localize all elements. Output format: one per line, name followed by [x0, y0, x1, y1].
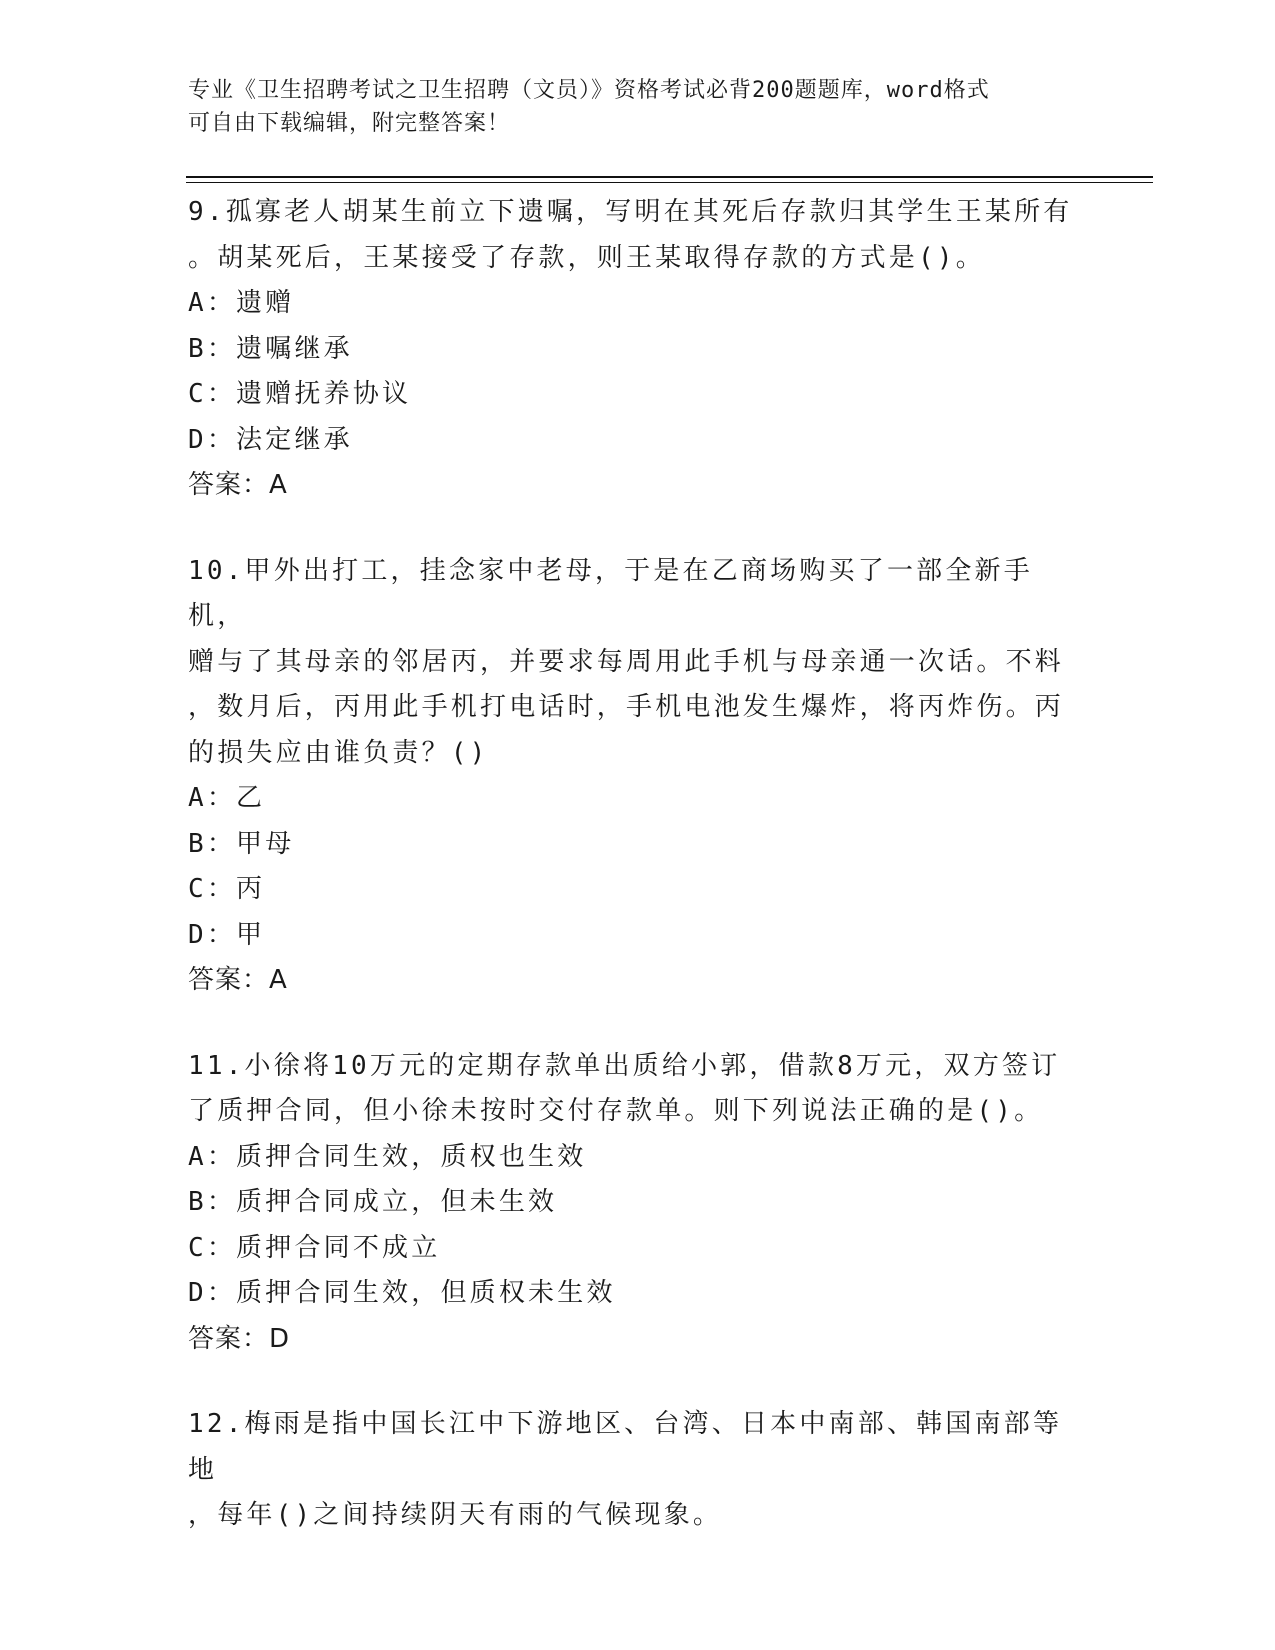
- answer: 答案：A: [188, 965, 288, 995]
- question-text: [188, 190, 1088, 281]
- question-12: [188, 1402, 1088, 1539]
- answer: 答案：D: [188, 1323, 291, 1354]
- option-c: C：丙: [188, 874, 266, 904]
- question-9: [188, 190, 1088, 509]
- header-rule-thick: [186, 176, 1153, 178]
- option-d: D：法定继承: [188, 424, 353, 455]
- question-line: 9.孤寡老人胡某生前立下遗嘱，写明在其死后存款归其学生王某所有: [188, 197, 1073, 227]
- question-line: 赠与了其母亲的邻居丙，并要求每周用此手机与母亲通一次话。不料: [188, 646, 1065, 677]
- document-header: [188, 74, 1068, 140]
- question-line: ，数月后，丙用此手机打电话时，手机电池发生爆炸，将丙炸伤。丙: [188, 692, 1065, 722]
- question-line: ，每年()之间持续阴天有雨的气候现象。: [188, 1500, 723, 1530]
- option-c: C：遗赠抚养协议: [188, 379, 412, 409]
- question-10: [188, 549, 1088, 1004]
- answer: 答案：A: [188, 470, 288, 500]
- header-rule-thin: [186, 182, 1153, 183]
- header-line-1: 专业《卫生招聘考试之卫生招聘（文员）》资格考试必背200题题库，word格式: [188, 78, 990, 103]
- question-text: [188, 1402, 1088, 1539]
- question-line: 的损失应由谁负责？(): [188, 737, 489, 768]
- question-line: 。胡某死后，王某接受了存款，则王某取得存款的方式是()。: [188, 242, 985, 273]
- option-c: C：质押合同不成立: [188, 1232, 441, 1263]
- question-line: 10.甲外出打工，挂念家中老母，于是在乙商场购买了一部全新手机，: [188, 555, 1033, 631]
- question-11: [188, 1044, 1088, 1363]
- question-line: 了质押合同，但小徐未按时交付存款单。则下列说法正确的是()。: [188, 1096, 1044, 1126]
- option-b: B：遗嘱继承: [188, 333, 353, 364]
- question-text: [188, 549, 1088, 777]
- question-line: 11.小徐将10万元的定期存款单出质给小郭，借款8万元，双方签订: [188, 1050, 1061, 1081]
- option-a: A：质押合同生效，质权也生效: [188, 1141, 587, 1172]
- option-a: A：遗赠: [188, 288, 295, 318]
- option-b: B：质押合同成立，但未生效: [188, 1187, 558, 1217]
- option-d: D：甲: [188, 919, 266, 950]
- question-text: [188, 1044, 1088, 1135]
- question-line: 12.梅雨是指中国长江中下游地区、台湾、日本中南部、韩国南部等地: [188, 1409, 1063, 1485]
- question-list: [188, 190, 1088, 1579]
- option-a: A：乙: [188, 783, 266, 813]
- option-b: B：甲母: [188, 828, 295, 859]
- header-line-2: 可自由下载编辑，附完整答案！: [188, 111, 511, 136]
- option-d: D：质押合同生效，但质权未生效: [188, 1278, 616, 1308]
